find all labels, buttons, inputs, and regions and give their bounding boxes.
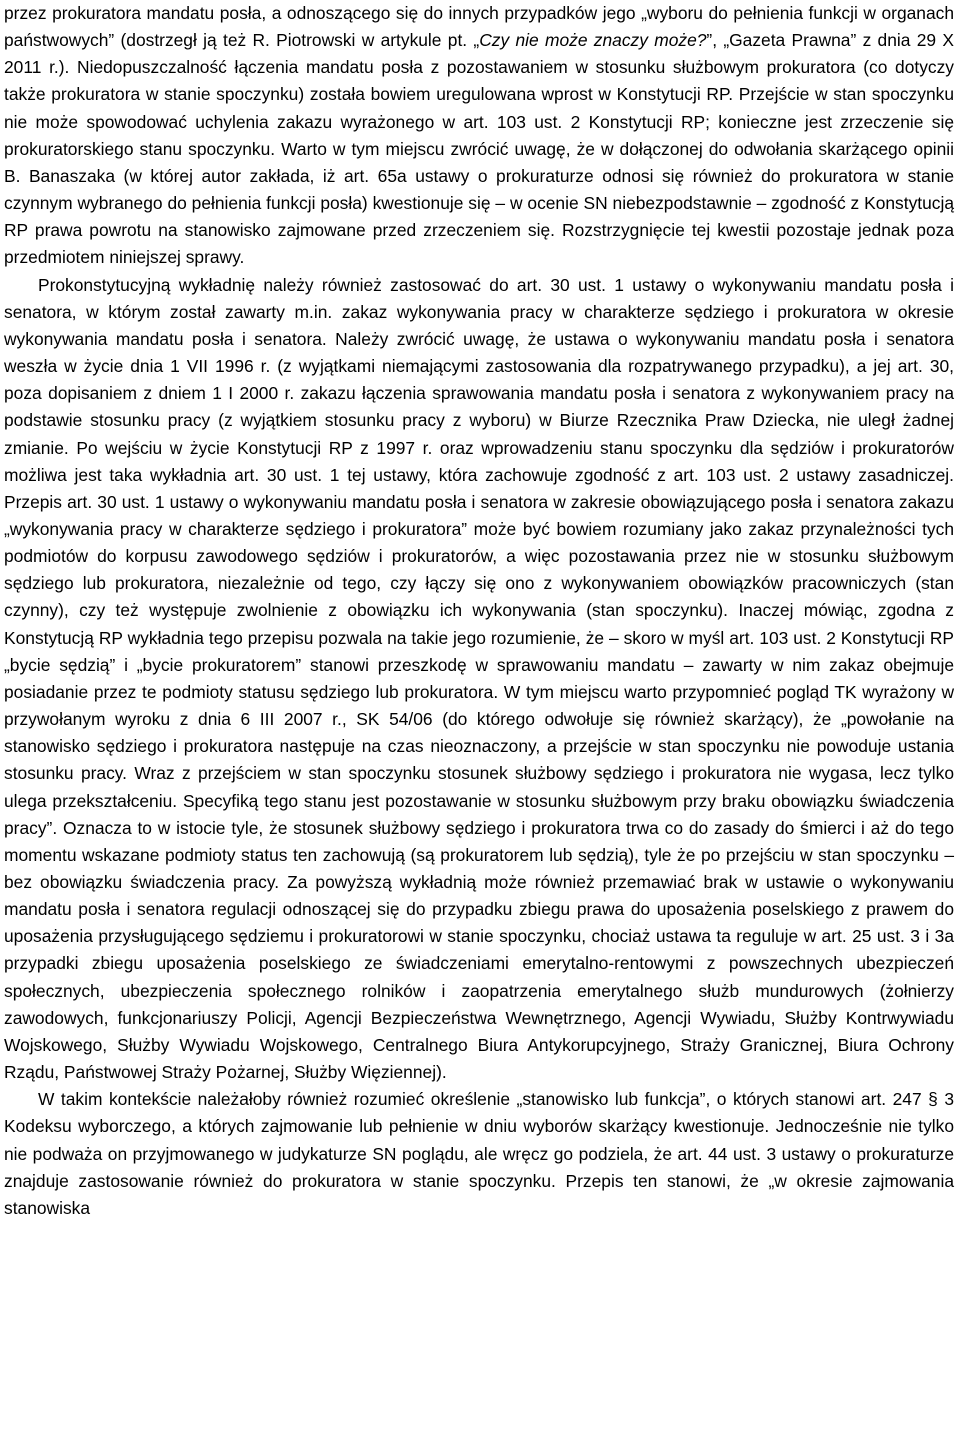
paragraph-3: [4, 1086, 954, 1222]
paragraph-3-text: W takim kontekście należałoby również rozumieć określenie „stanowisko lub funkcja”, o których stanowi art. 247 § 3 Kodeksu wyborczego, a których zajmowanie lub pełnienie w dniu wyborów skarżący kwestionuje. Jednocześnie nie tylko nie podważa on przyjmowanego w judykaturze SN poglądu, ale wręcz go podziela, że art. 44 ust. 3 ustawy o prokuraturze znajduje zastosowanie również do prokuratora w stanie spoczynku. Przepis ten stanowi, że „w okresie zajmowania stanowiska: [4, 1089, 954, 1218]
paragraph-2-text: Prokonstytucyjną wykładnię należy również zastosować do art. 30 ust. 1 ustawy o wykonywaniu mandatu posła i senatora, w którym został zawarty m.in. zakaz wykonywania pracy w charakterze sędziego i prokuratora w okresie wykonywania mandatu posła i senatora. Należy zwrócić uwagę, że ustawa o wykonywaniu mandatu posła i senatora weszła w życie dnia 1 VII 1996 r. (z wyjątkami niemającymi zastosowania dla rozpatrywanego przypadku), a jej art. 30, poza dopisaniem z dniem 1 I 2000 r. zakazu łączenia sprawowania mandatu posła i senatora z wykonywaniem pracy na podstawie stosunku pracy (z wyjątkiem stosunku pracy z wyboru) w Biurze Rzecznika Praw Dziecka, nie uległ żadnej zmianie. Po wejściu w życie Konstytucji RP z 1997 r. oraz wprowadzeniu stanu spoczynku dla sędziów i prokuratorów możliwa jest taka wykładnia art. 30 ust. 1 tej ustawy, która zachowuje zgodność z art. 103 ust. 2 ustawy zasadniczej. Przepis art. 30 ust. 1 ustawy o wykonywaniu mandatu posła i senatora w zakresie obowiązującego posła i senatora zakazu „wykonywania pracy w charakterze sędziego i prokuratora” może być bowiem rozumiany jako zakaz przynależności tych podmiotów do korpusu zawodowego sędziów i prokuratorów, a więc pozostawania przez nie w stosunku służbowym sędziego lub prokuratora, niezależnie od tego, czy łączy się ono z wykonywaniem obowiązków pracowniczych (stan czynny), czy też występuje zwolnienie z obowiązku ich wykonywania (stan spoczynku). Inaczej mówiąc, zgodna z Konstytucją RP wykładnia tego przepisu pozwala na takie jego rozumienie, że – skoro w myśl art. 103 ust. 2 Konstytucji RP „bycie sędzią” i „bycie prokuratorem” stanowi przeszkodę w sprawowaniu mandatu – zawarty w nim zakaz obejmuje posiadanie przez te podmioty statusu sędziego lub prokuratora. W tym miejscu warto przypomnieć pogląd TK wyrażony w przywołanym wyroku z dnia 6 III 2007 r., SK 54/06 (do którego odwołuje się również skarżący), że „powołanie na stanowisko sędziego i prokuratora następuje na czas nieoznaczony, a przejście w stan spoczynku nie powoduje ustania stosunku pracy. Wraz z przejściem w stan spoczynku stosunek służbowy sędziego i prokuratora nie wygasa, lecz tylko ulega przekształceniu. Specyfiką tego stanu jest pozostawanie w stosunku służbowym przy braku obowiązku świadczenia pracy”. Oznacza to w istocie tyle, że stosunek służbowy sędziego i prokuratora trwa co do zasady do śmierci i aż do tego momentu wskazane podmioty status ten zachowują (są prokuratorem lub sędzią), tyle że po przejściu w stan spoczynku – bez obowiązku świadczenia pracy. Za powyższą wykładnią może również przemawiać brak w ustawie o wykonywaniu mandatu posła i senatora regulacji odnoszącej się do przypadku zbiegu prawa do uposażenia poselskiego z prawem do uposażenia przysługującego sędziemu i prokuratorowi w stanie spoczynku, chociaż ustawa ta reguluje w art. 25 ust. 3 i 3a przypadki zbiegu uposażenia poselskiego ze świadczeniami emerytalno-rentowymi z powszechnych ubezpieczeń społecznych, ubezpieczenia społecznego rolników i zaopatrzenia emerytalnego służb mundurowych (żołnierzy zawodowych, funkcjonariuszy Policji, Agencji Bezpieczeństwa Wewnętrznego, Agencji Wywiadu, Służby Kontrwywiadu Wojskowego, Służby Wywiadu Wojskowego, Centralnego Biura Antykorupcyjnego, Straży Granicznej, Biura Ochrony Rządu, Państwowej Straży Pożarnej, Służby Więziennej).: [4, 274, 954, 1083]
paragraph-1-article-title: Czy nie może znaczy może?: [479, 30, 707, 51]
paragraph-1: [4, 0, 954, 272]
document-page: [4, 0, 954, 1222]
paragraph-1-text-1: przez prokuratora mandatu posła, a odnoszącego się do innych przypadków jego „wyboru do pełnienia funkcji w organach państwowych” (dostrzegł ją też R. Piotrowski w artykule pt. „: [4, 3, 954, 51]
paragraph-2: [4, 272, 954, 1087]
paragraph-1-text-2: ”, „Gazeta Prawna” z dnia 29 X 2011 r.). Niedopuszczalność łączenia mandatu posła z pozostawaniem w stosunku służbowym prokuratora (co dotyczy także prokuratora w stanie spoczynku) została bowiem uregulowana wprost w Konstytucji RP. Przejście w stan spoczynku nie może spowodować uchylenia zakazu wyrażonego w art. 103 ust. 2 Konstytucji RP; konieczne jest zrzeczenie się prokuratorskiego stanu spoczynku. Warto w tym miejscu zwrócić uwagę, że w dołączonej do odwołania skarżącego opinii B. Banaszaka (w której autor zakłada, iż art. 65a ustawy o prokuraturze odnosi się również do prokuratora w stanie czynnym wybranego do pełnienia funkcji posła) kwestionuje się – w ocenie SN niebezpodstawnie – zgodność z Konstytucją RP prawa powrotu na stanowisko zajmowane przed zrzeczeniem się. Rozstrzygnięcie tej kwestii pozostaje jednak poza przedmiotem niniejszej sprawy.: [4, 30, 954, 268]
